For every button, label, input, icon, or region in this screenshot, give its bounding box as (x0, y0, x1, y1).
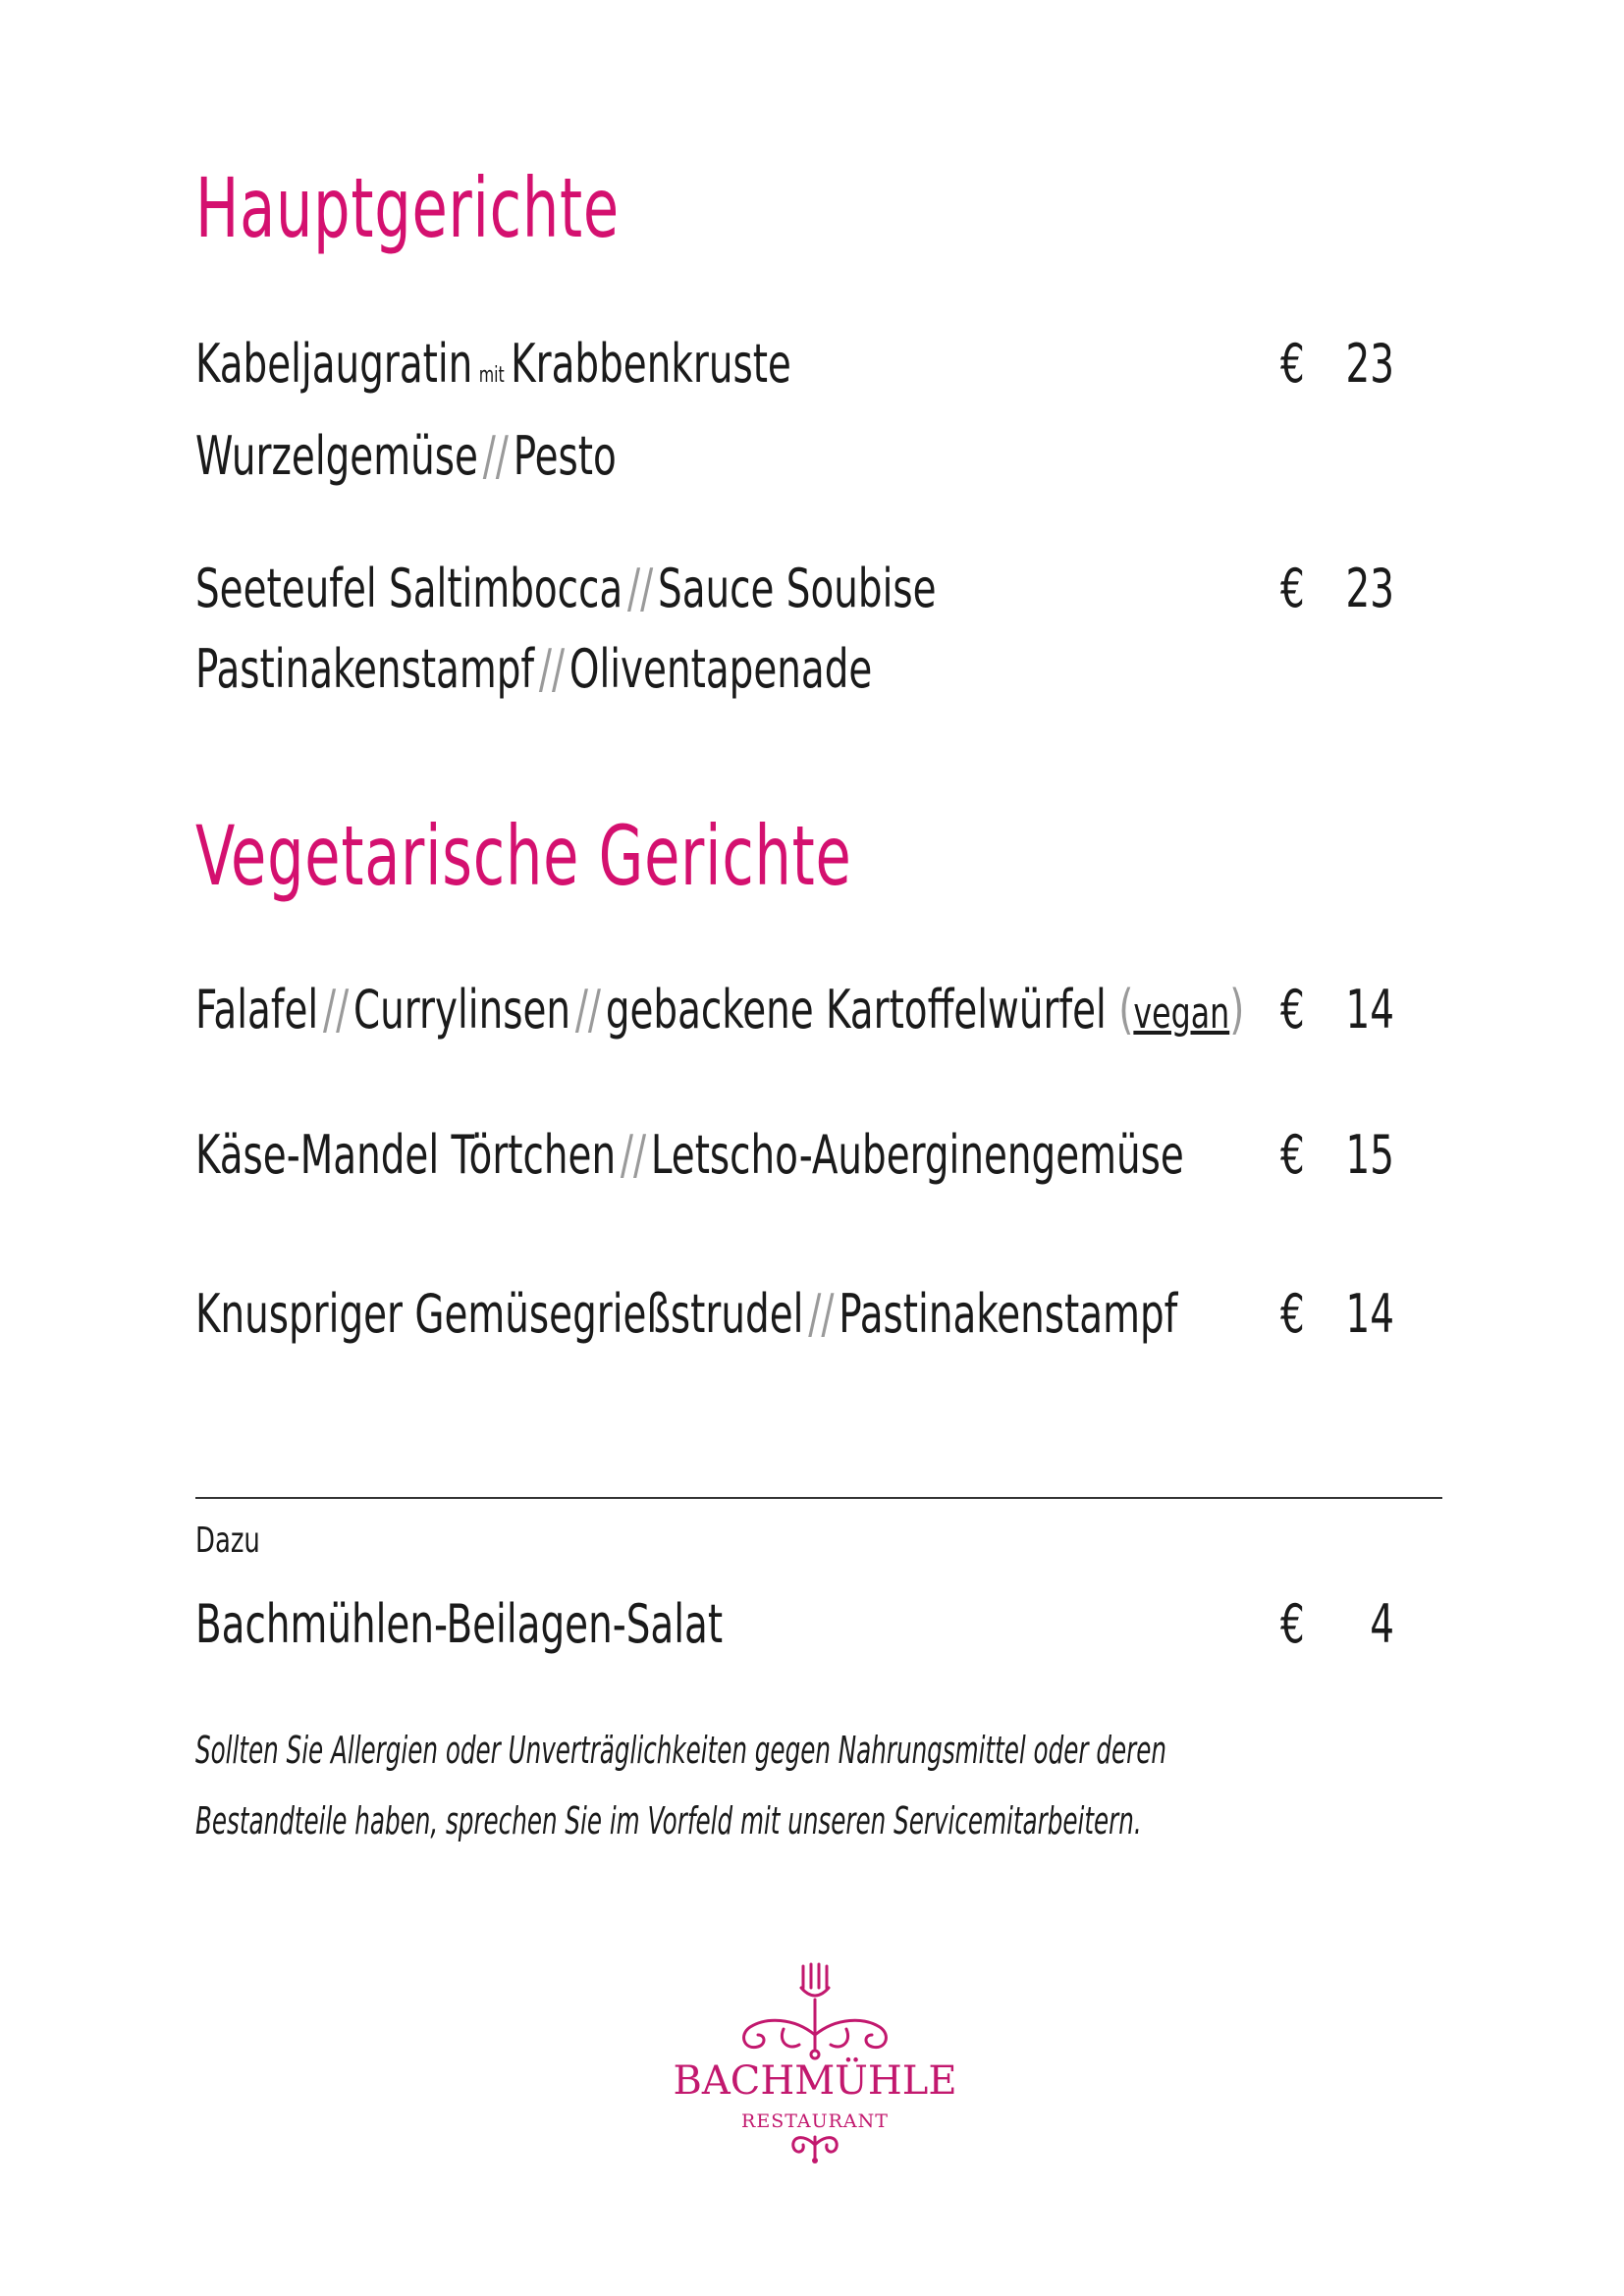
allergy-note-line1: Sollten Sie Allergien oder Unverträglichkeiten gegen Nahrungsmittel oder deren (195, 1729, 1166, 1772)
dish-name: Knuspriger Gemüsegrießstrudel (195, 1283, 804, 1345)
dish-name: Käse-Mandel Törtchen (195, 1124, 617, 1186)
dish-component: gebackene Kartoffelwürfel (605, 979, 1107, 1041)
dish-price: 23 (1345, 558, 1394, 619)
dish-component: Krabbenkruste (511, 333, 791, 395)
section-divider (195, 1497, 1442, 1499)
dish-component: Currylinsen (353, 979, 571, 1041)
separator: // (323, 979, 350, 1041)
side-dish-salad: Bachmühlen-Beilagen-Salat (195, 1593, 724, 1655)
separator: // (808, 1283, 835, 1345)
section-title-vegetarische-gerichte: Vegetarische Gerichte (195, 808, 852, 904)
dish-kabeljaugratin-line1 (195, 333, 791, 395)
dish-component: Sauce Soubise (658, 558, 937, 619)
separator: // (538, 638, 566, 700)
dish-component: Letscho-Auberginengemüse (650, 1124, 1184, 1186)
dish-kaese-mandel-toertchen (195, 1124, 1184, 1186)
currency-symbol: € (1280, 979, 1305, 1041)
dish-falafel (195, 979, 1245, 1041)
dish-connector: mit (478, 363, 505, 388)
separator: // (574, 979, 602, 1041)
currency-symbol: € (1280, 333, 1305, 395)
logo-name: BACHMÜHLE (673, 2058, 957, 2104)
dish-name: Falafel (195, 979, 319, 1041)
dish-side: Oliventapenade (568, 638, 873, 700)
dish-price: 14 (1345, 979, 1394, 1041)
dish-kabeljaugratin-line2 (195, 425, 617, 487)
restaurant-logo (668, 1958, 962, 2174)
vegan-badge: vegan (1133, 988, 1230, 1039)
currency-symbol: € (1280, 1593, 1305, 1655)
dish-price: 14 (1345, 1283, 1394, 1345)
dish-seeteufel-line1 (195, 558, 937, 619)
dish-side: Pesto (513, 425, 617, 487)
separator: // (620, 1124, 647, 1186)
sides-label: Dazu (195, 1521, 260, 1561)
currency-symbol: € (1280, 1283, 1305, 1345)
currency-symbol: € (1280, 558, 1305, 619)
section-title-hauptgerichte: Hauptgerichte (195, 160, 620, 256)
currency-symbol: € (1280, 1124, 1305, 1186)
bracket-open: ( (1118, 979, 1134, 1041)
dish-price: 15 (1345, 1124, 1394, 1186)
dish-name: Kabeljaugratin (195, 333, 473, 395)
separator: // (627, 558, 654, 619)
bracket-close: ) (1229, 979, 1245, 1041)
dish-name: Seeteufel Saltimbocca (195, 558, 623, 619)
dish-side: Wurzelgemüse (195, 425, 478, 487)
allergy-note-line2: Bestandteile haben, sprechen Sie im Vorfeld mit unseren Servicemitarbeitern. (195, 1799, 1142, 1842)
dish-side: Pastinakenstampf (195, 638, 535, 700)
dish-seeteufel-line2 (195, 638, 873, 700)
dish-price: 23 (1345, 333, 1394, 395)
side-dish-price: 4 (1370, 1593, 1394, 1655)
dish-component: Pastinakenstampf (839, 1283, 1178, 1345)
logo-subtitle: RESTAURANT (741, 2110, 889, 2132)
separator: // (482, 425, 509, 487)
dish-gemuesegriessstrudel (195, 1283, 1178, 1345)
